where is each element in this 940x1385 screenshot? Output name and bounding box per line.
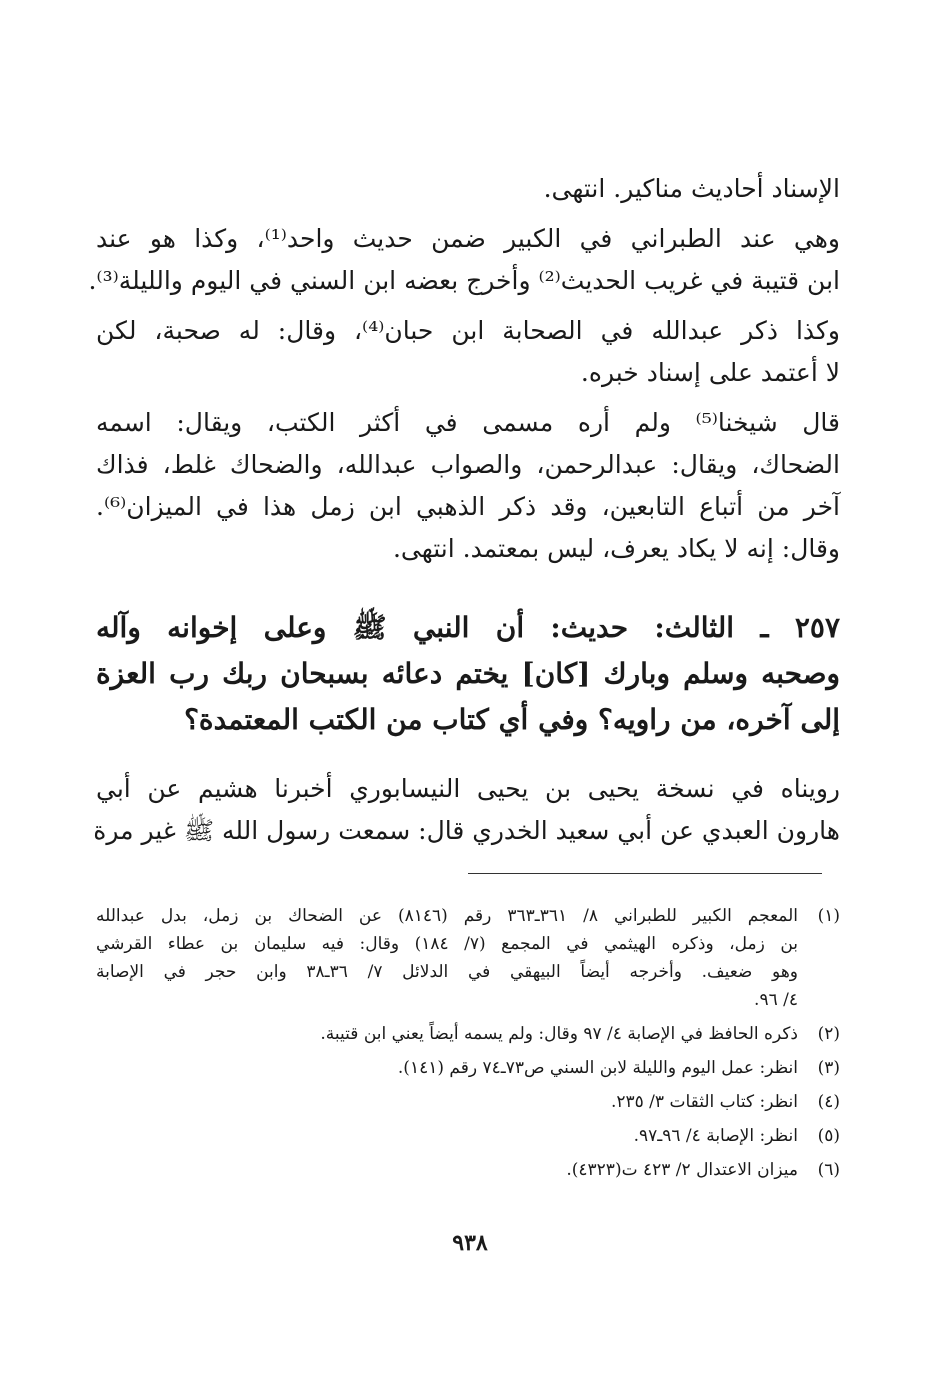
paragraph-2-line-2: ابن قتيبة في غريب الحديث⁽²⁾ وأخرج بعضه ابن السني في اليوم والليلة⁽³⁾. xyxy=(88,266,840,295)
footnote-text: انظر: الإصابة ٤/ ٩٦ـ٩٧. xyxy=(633,1126,798,1146)
footnote-number: (٣) xyxy=(817,1058,840,1078)
footnote-text xyxy=(96,902,798,1014)
footnote-5 xyxy=(96,1122,840,1150)
heading-line-1: ٢٥٧ ـ الثالث: حديث: أن النبي ﷺ وعلى إخوانه وآله xyxy=(96,611,840,644)
footnote-1-line-3: وهو ضعيف. وأخرجه أيضاً البيهقي في الدلائل ٧/ ٣٦ـ٣٨ وابن حجر في الإصابة xyxy=(96,962,798,982)
footnote-1-line-1: المعجم الكبير للطبراني ٨/ ٣٦١ـ٣٦٣ رقم (٨١٤٦) عن الضحاك بن زمل، بدل عبدالله xyxy=(96,906,799,926)
answer-line-2: هارون العبدي عن أبي سعيد الخدري قال: سمعت رسول الله ﷺ غير مرة xyxy=(93,816,840,845)
footnote-number: (٢) xyxy=(817,1024,840,1044)
paragraph-3-line-2: لا أعتمد على إسناد خبره. xyxy=(580,358,840,387)
footnote-text: انظر: كتاب الثقات ٣/ ٢٣٥. xyxy=(610,1092,798,1112)
footnote-3 xyxy=(96,1054,840,1082)
paragraph-3-line-1: وكذا ذكر عبدالله في الصحابة ابن حبان⁽⁴⁾، وقال: له صحبة، لكن xyxy=(96,316,840,345)
footnote-text: ميزان الاعتدال ٢/ ٤٢٣ ت(٤٣٢٣). xyxy=(566,1160,798,1180)
footnote-2 xyxy=(96,1020,840,1048)
footnotes xyxy=(96,902,840,1184)
heading-line-2: وصحبه وسلم وبارك [كان] يختم دعائه بسبحان ربك رب العزة xyxy=(96,657,840,690)
question-heading xyxy=(96,605,840,743)
paragraph-4-line-4: وقال: إنه لا يكاد يعرف، ليس بمعتمد. انتهى. xyxy=(392,534,840,563)
footnote-4 xyxy=(96,1088,840,1116)
paragraph-4-line-1: قال شيخنا⁽⁵⁾ ولم أره مسمى في أكثر الكتب، ويقال: اسمه xyxy=(96,408,841,437)
paragraph-2-line-1: وهي عند الطبراني في الكبير ضمن حديث واحد⁽¹⁾، وكذا هو عند xyxy=(96,224,840,253)
footnote-text: ذكره الحافظ في الإصابة ٤/ ٩٧ وقال: ولم يسمه أيضاً يعني ابن قتيبة. xyxy=(320,1024,798,1044)
page-number: ٩٣٨ xyxy=(452,1230,488,1256)
paragraph-1-line-1: الإسناد أحاديث مناكير. انتهى. xyxy=(543,174,840,203)
footnote-6 xyxy=(96,1156,840,1184)
footnote-1-line-2: بن زمل، وذكره الهيثمي في المجمع (٧/ ١٨٤) وقال: فيه سليمان بن عطاء القرشي xyxy=(96,934,798,954)
answer-text xyxy=(93,768,840,852)
paragraph-4-line-2: الضحاك، ويقال: عبدالرحمن، والصواب عبدالله، والضحاك غلط، فذاك xyxy=(96,450,840,479)
footnote-number: (١) xyxy=(817,906,840,926)
footnote-number: (٦) xyxy=(817,1160,840,1180)
footnote-number: (٥) xyxy=(817,1126,840,1146)
footnote-1-line-4: ٤/ ٩٦. xyxy=(754,990,798,1010)
answer-line-1: رويناه في نسخة يحيى بن يحيى النيسابوري أخبرنا هشيم عن أبي xyxy=(96,774,840,803)
footnote-text: انظر: عمل اليوم والليلة لابن السني ص٧٣ـ٧٤ رقم (١٤١). xyxy=(397,1058,798,1078)
footnote-1 xyxy=(96,902,840,1014)
heading-line-3: إلى آخره، من راويه؟ وفي أي كتاب من الكتب المعتمدة؟ xyxy=(184,703,840,736)
footnote-number: (٤) xyxy=(817,1092,840,1112)
footnote-separator xyxy=(468,873,822,874)
main-text xyxy=(88,168,841,570)
paragraph-4-line-3: آخر من أتباع التابعين، وقد ذكر الذهبي ابن زمل هذا في الميزان⁽⁶⁾. xyxy=(96,492,840,521)
